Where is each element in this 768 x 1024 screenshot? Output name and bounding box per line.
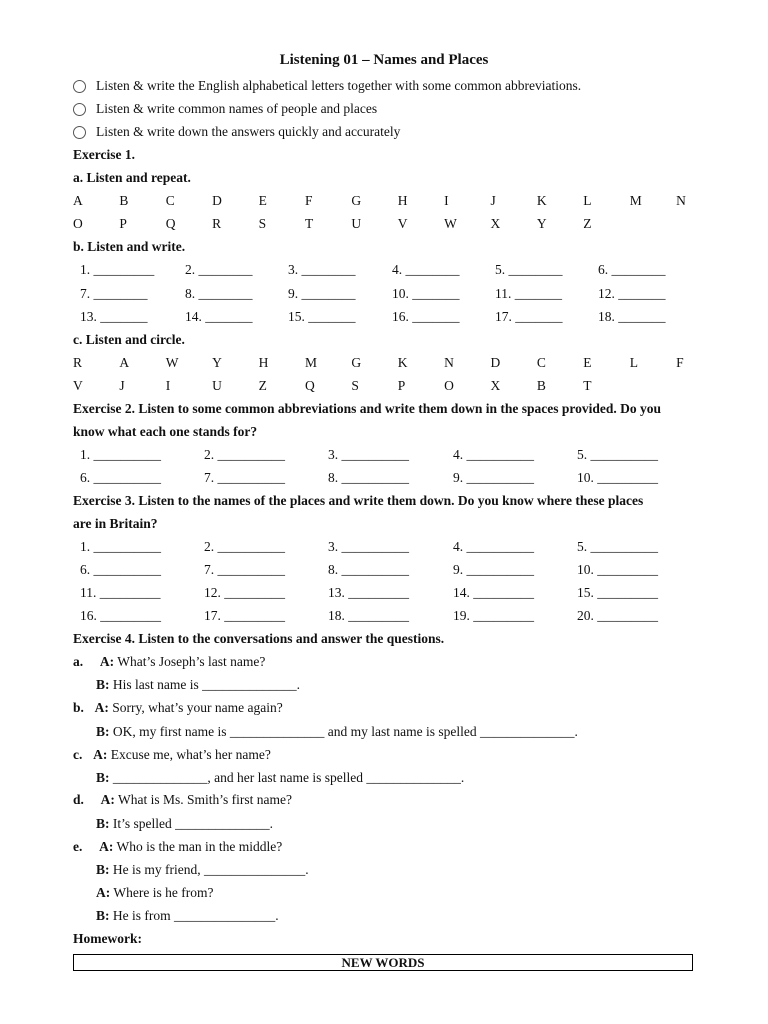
blank-field[interactable]: 11. _______	[495, 286, 562, 301]
blank-field[interactable]: 2. __________	[204, 447, 285, 462]
blank-field[interactable]: 9. __________	[453, 470, 534, 485]
question-text: What is Ms. Smith’s first name?	[118, 792, 293, 807]
letter-option[interactable]: Y	[212, 355, 222, 370]
letter-option[interactable]: K	[397, 355, 408, 370]
letter: S	[258, 216, 267, 231]
blank-field[interactable]: 17. _________	[204, 608, 285, 623]
exercise-1b-heading: b. Listen and write.	[73, 239, 186, 254]
blank-field[interactable]: 4. __________	[453, 539, 534, 554]
question-text: Who is the man in the middle?	[116, 839, 283, 854]
letter: L	[583, 193, 592, 208]
exercise-2-heading: Exercise 2. Listen to some common abbreviations and write them down in the spaces provided. Do you	[73, 401, 662, 416]
letter: D	[212, 193, 222, 208]
letter: I	[444, 193, 449, 208]
answer-text[interactable]: He is my friend, _______________.	[112, 862, 309, 877]
item-label: a.	[73, 654, 84, 669]
blank-field[interactable]: 20. _________	[577, 608, 658, 623]
letter-option[interactable]: R	[73, 355, 83, 370]
blank-field[interactable]: 15. _______	[288, 309, 356, 324]
letter: O	[73, 216, 83, 231]
letter: H	[397, 193, 408, 208]
letter: W	[444, 216, 457, 231]
item-label: c.	[73, 747, 83, 762]
blank-field[interactable]: 7. __________	[204, 562, 285, 577]
question-c	[73, 747, 271, 763]
radio-circle-icon[interactable]	[73, 103, 86, 116]
blank-field[interactable]: 12. _______	[598, 286, 666, 301]
answer-c[interactable]	[96, 770, 464, 786]
letter: N	[676, 193, 686, 208]
letter-option[interactable]: B	[536, 378, 546, 393]
blank-field[interactable]: 16. _________	[80, 608, 161, 623]
letter-option[interactable]: H	[258, 355, 269, 370]
letter-option[interactable]: C	[536, 355, 546, 370]
letter: U	[351, 216, 362, 231]
answer-text[interactable]: It’s spelled ______________.	[112, 816, 273, 831]
blank-field[interactable]: 15. _________	[577, 585, 658, 600]
question-a	[73, 654, 265, 670]
answer-b[interactable]	[96, 724, 578, 740]
item-label: b.	[73, 700, 84, 715]
blank-field[interactable]: 1. __________	[80, 539, 161, 554]
letter-option[interactable]: W	[165, 355, 179, 370]
blank-field[interactable]: 2. __________	[204, 539, 285, 554]
letter: X	[490, 216, 501, 231]
speaker-a: A:	[100, 792, 115, 807]
blank-field[interactable]: 5. __________	[577, 447, 658, 462]
objective-2	[73, 101, 377, 117]
letter: F	[304, 193, 313, 208]
letter-option[interactable]: P	[397, 378, 406, 393]
letter: Q	[165, 216, 176, 231]
exercise-2-heading-cont: know what each one stands for?	[73, 424, 258, 439]
question-e-2	[96, 885, 213, 901]
letter-option[interactable]: T	[583, 378, 592, 393]
item-label: d.	[73, 792, 84, 807]
letter-option[interactable]: Z	[258, 378, 267, 393]
objective-text: Listen & write common names of people and places	[96, 101, 378, 116]
speaker-a: A:	[96, 885, 111, 900]
blank-field[interactable]: 7. ________	[80, 286, 148, 301]
speaker-a: A:	[94, 700, 109, 715]
blank-field[interactable]: 17. _______	[495, 309, 563, 324]
blank-field[interactable]: 8. __________	[328, 562, 409, 577]
objective-text: Listen & write down the answers quickly and accurately	[96, 124, 401, 139]
objective-3	[73, 124, 400, 140]
answer-text[interactable]: He is from _______________.	[112, 908, 279, 923]
blank-field[interactable]: 13. _________	[328, 585, 409, 600]
exercise-3-heading-cont: are in Britain?	[73, 516, 158, 531]
speaker-b: B:	[96, 816, 110, 831]
blank-field[interactable]: 14. _______	[185, 309, 253, 324]
letter-option[interactable]: M	[304, 355, 317, 370]
blank-field[interactable]: 14. _________	[453, 585, 534, 600]
blank-field[interactable]: 6. __________	[80, 562, 161, 577]
blank-field[interactable]: 13. _______	[80, 309, 148, 324]
letter-option[interactable]: D	[490, 355, 501, 370]
letter: G	[351, 193, 362, 208]
letter: Y	[536, 216, 547, 231]
blank-field[interactable]: 5. ________	[495, 262, 563, 277]
letter-option[interactable]: O	[444, 378, 454, 393]
exercise-1c-heading: c. Listen and circle.	[73, 332, 185, 347]
letter-option[interactable]: Q	[304, 378, 315, 393]
question-text: What’s Joseph’s last name?	[117, 654, 266, 669]
circle-letters-row-1	[73, 355, 722, 371]
item-label: e.	[73, 839, 83, 854]
homework-heading: Homework:	[73, 931, 142, 946]
letter: T	[304, 216, 314, 231]
answer-d[interactable]	[96, 816, 273, 832]
blank-field[interactable]: 7. __________	[204, 470, 285, 485]
objective-1	[73, 78, 581, 94]
answer-text[interactable]: OK, my first name is ______________ and my last name is spelled ______________.	[112, 724, 578, 739]
blank-field[interactable]: 6. ________	[598, 262, 666, 277]
speaker-a: A:	[99, 654, 115, 669]
blank-field[interactable]: 11. _________	[80, 585, 161, 600]
blank-field[interactable]: 4. ________	[392, 262, 460, 277]
page-title: Listening 01 – Names and Places	[279, 52, 489, 68]
blank-field[interactable]: 4. __________	[453, 447, 534, 462]
blank-field[interactable]: 6. __________	[80, 470, 161, 485]
letter-option[interactable]: A	[119, 355, 130, 370]
radio-circle-icon[interactable]	[73, 80, 86, 93]
exercise-3-heading: Exercise 3. Listen to the names of the places and write them down. Do you know where these places	[73, 493, 644, 508]
blank-field[interactable]: 8. __________	[328, 470, 409, 485]
blank-field[interactable]: 10. _______	[392, 286, 460, 301]
letter-option[interactable]: G	[351, 355, 362, 370]
blank-field[interactable]: 9. __________	[453, 562, 534, 577]
exercise-4-heading: Exercise 4. Listen to the conversations and answer the questions.	[73, 631, 445, 646]
blank-field[interactable]: 3. ________	[288, 262, 356, 277]
blank-field[interactable]: 10. _________	[577, 562, 658, 577]
speaker-b: B:	[96, 862, 110, 877]
letter: K	[536, 193, 547, 208]
letter-option[interactable]: L	[629, 355, 638, 370]
exercise-1a-heading: a. Listen and repeat.	[73, 170, 191, 185]
letter: A	[73, 193, 83, 208]
letter-option[interactable]: X	[490, 378, 501, 393]
letter: J	[490, 193, 496, 208]
letter: R	[212, 216, 222, 231]
radio-circle-icon[interactable]	[73, 126, 86, 139]
blank-field[interactable]: 1. _________	[80, 262, 155, 277]
blank-field[interactable]: 19. _________	[453, 608, 534, 623]
exercise-1-heading: Exercise 1.	[73, 147, 135, 162]
blank-field[interactable]: 10. _________	[577, 470, 658, 485]
letter-option[interactable]: N	[444, 355, 454, 370]
answer-text[interactable]: ______________, and her last name is spelled ______________.	[112, 770, 465, 785]
answer-e-2[interactable]	[96, 908, 279, 924]
letter-option[interactable]: I	[165, 378, 171, 393]
letter: C	[165, 193, 175, 208]
answer-text[interactable]: His last name is ______________.	[112, 677, 300, 692]
alphabet-row-2	[73, 216, 630, 232]
question-text: Excuse me, what’s her name?	[110, 747, 271, 762]
blank-field[interactable]: 18. _______	[598, 309, 666, 324]
letter-option[interactable]: F	[676, 355, 684, 370]
blank-field[interactable]: 5. __________	[577, 539, 658, 554]
question-e	[73, 839, 282, 855]
letter: V	[397, 216, 408, 231]
blank-field[interactable]: 3. __________	[328, 539, 409, 554]
speaker-b: B:	[96, 770, 110, 785]
answer-e-1[interactable]	[96, 862, 309, 878]
alphabet-row-1	[73, 193, 722, 209]
question-text: Where is he from?	[113, 885, 214, 900]
question-text: Sorry, what’s your name again?	[112, 700, 283, 715]
letter: P	[119, 216, 127, 231]
letter: E	[258, 193, 267, 208]
blank-field[interactable]: 3. __________	[328, 447, 409, 462]
answer-a[interactable]	[96, 677, 300, 693]
new-words-box: NEW WORDS	[73, 954, 693, 971]
speaker-b: B:	[96, 908, 110, 923]
objective-text: Listen & write the English alphabetical letters together with some common abbreviations.	[96, 78, 582, 93]
letter: M	[629, 193, 642, 208]
letter-option[interactable]: V	[73, 378, 83, 393]
letter: Z	[583, 216, 592, 231]
letter-option[interactable]: U	[212, 378, 222, 393]
blank-field[interactable]: 2. ________	[185, 262, 253, 277]
question-d	[73, 792, 292, 808]
speaker-a: A:	[93, 747, 108, 762]
letter-option[interactable]: E	[583, 355, 592, 370]
letter-option[interactable]: J	[119, 378, 125, 393]
letter: B	[119, 193, 129, 208]
blank-field[interactable]: 8. ________	[185, 286, 253, 301]
circle-letters-row-2	[73, 378, 630, 394]
blank-field[interactable]: 18. _________	[328, 608, 409, 623]
blank-field[interactable]: 1. __________	[80, 447, 161, 462]
letter-option[interactable]: S	[351, 378, 359, 393]
question-b	[73, 700, 283, 716]
blank-field[interactable]: 16. _______	[392, 309, 460, 324]
speaker-b: B:	[96, 724, 110, 739]
blank-field[interactable]: 9. ________	[288, 286, 356, 301]
speaker-a: A:	[99, 839, 114, 854]
blank-field[interactable]: 12. _________	[204, 585, 285, 600]
speaker-b: B:	[96, 677, 110, 692]
